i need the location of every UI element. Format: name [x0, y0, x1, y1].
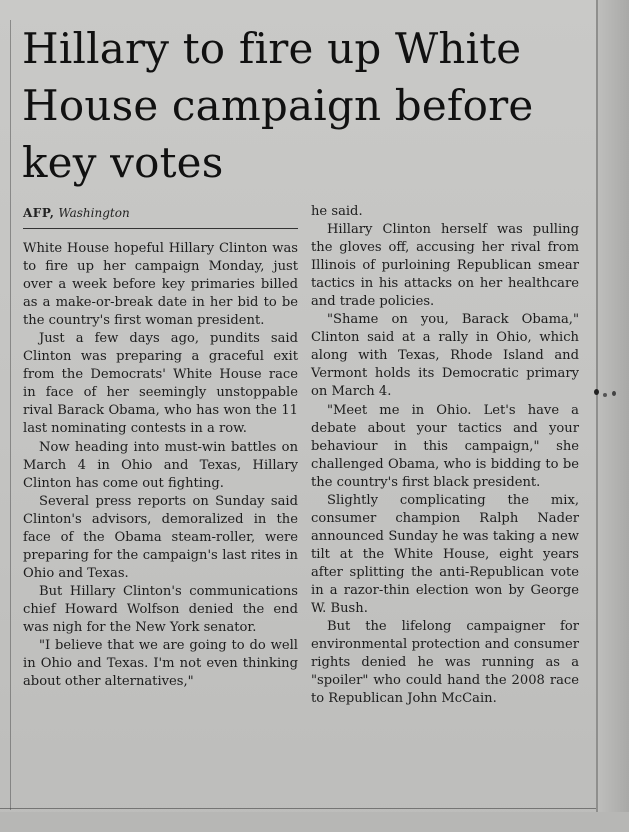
- paragraph: Just a few days ago, pundits said Clinton was preparing a graceful exit from the Democrats' White House race in face of her seemingly unstoppable rival Barack Obama, who has won the 11 last nominating contests in a row.: [23, 331, 298, 437]
- ink-spot: [612, 391, 616, 396]
- paragraph: Slightly complicating the mix, consumer champion Ralph Nader announced Sunday he was taking a new tilt at the White House, eight years after splitting the anti-Republican vote in a razor-thin election won by George W. Bush.: [311, 492, 579, 617]
- paragraph: "Shame on you, Barack Obama," Clinton said at a rally in Ohio, which along with Texas, Rhode Island and Vermont holds its Democratic primary on March 4.: [311, 312, 579, 400]
- paragraph: "Meet me in Ohio. Let's have a debate about your tactics and your behaviour in this campaign," she challenged Obama, who is bidding to be the country's first black president.: [311, 402, 579, 490]
- paragraph: Now heading into must-win battles on March 4 in Ohio and Texas, Hillary Clinton has come out fighting.: [23, 439, 298, 491]
- byline-rule: [23, 228, 298, 229]
- headline: Hillary to fire up White House campaign before key votes: [22, 24, 534, 187]
- article-column-2: [311, 203, 579, 708]
- bottom-rule: [0, 808, 598, 809]
- page-margin: [598, 0, 629, 832]
- paragraph: But the lifelong campaigner for environmental protection and consumer rights denied he was running as a "spoiler" who could hand the 2008 race to Republican John McCain.: [311, 619, 579, 707]
- byline: [23, 206, 130, 220]
- paragraph: But Hillary Clinton's communications chief Howard Wolfson denied the end was nigh for the New York senator.: [23, 583, 298, 635]
- paragraph: "I believe that we are going to do well in Ohio and Texas. I'm not even thinking about other alternatives,": [23, 638, 298, 690]
- paragraph: Several press reports on Sunday said Clinton's advisors, demoralized in the face of the Obama steam-roller, were preparing for the campaign's last rites in Ohio and Texas.: [23, 493, 298, 581]
- ink-spot: [603, 393, 607, 397]
- page-margin-bottom: [0, 812, 629, 832]
- ink-spot: [594, 389, 599, 395]
- column-rule: [10, 20, 11, 810]
- paragraph: he said.: [311, 204, 363, 219]
- byline-location: Washington: [58, 206, 130, 220]
- article-column-1: [23, 240, 298, 691]
- byline-source: AFP,: [23, 206, 55, 220]
- paragraph: Hillary Clinton herself was pulling the gloves off, accusing her rival from Illinois of purloining Republican smear tactics in his attacks on her healthcare and trade policies.: [311, 222, 579, 310]
- paragraph: White House hopeful Hillary Clinton was to fire up her campaign Monday, just over a week before key primaries billed as a make-or-break date in her bid to be the country's first woman president.: [23, 241, 298, 329]
